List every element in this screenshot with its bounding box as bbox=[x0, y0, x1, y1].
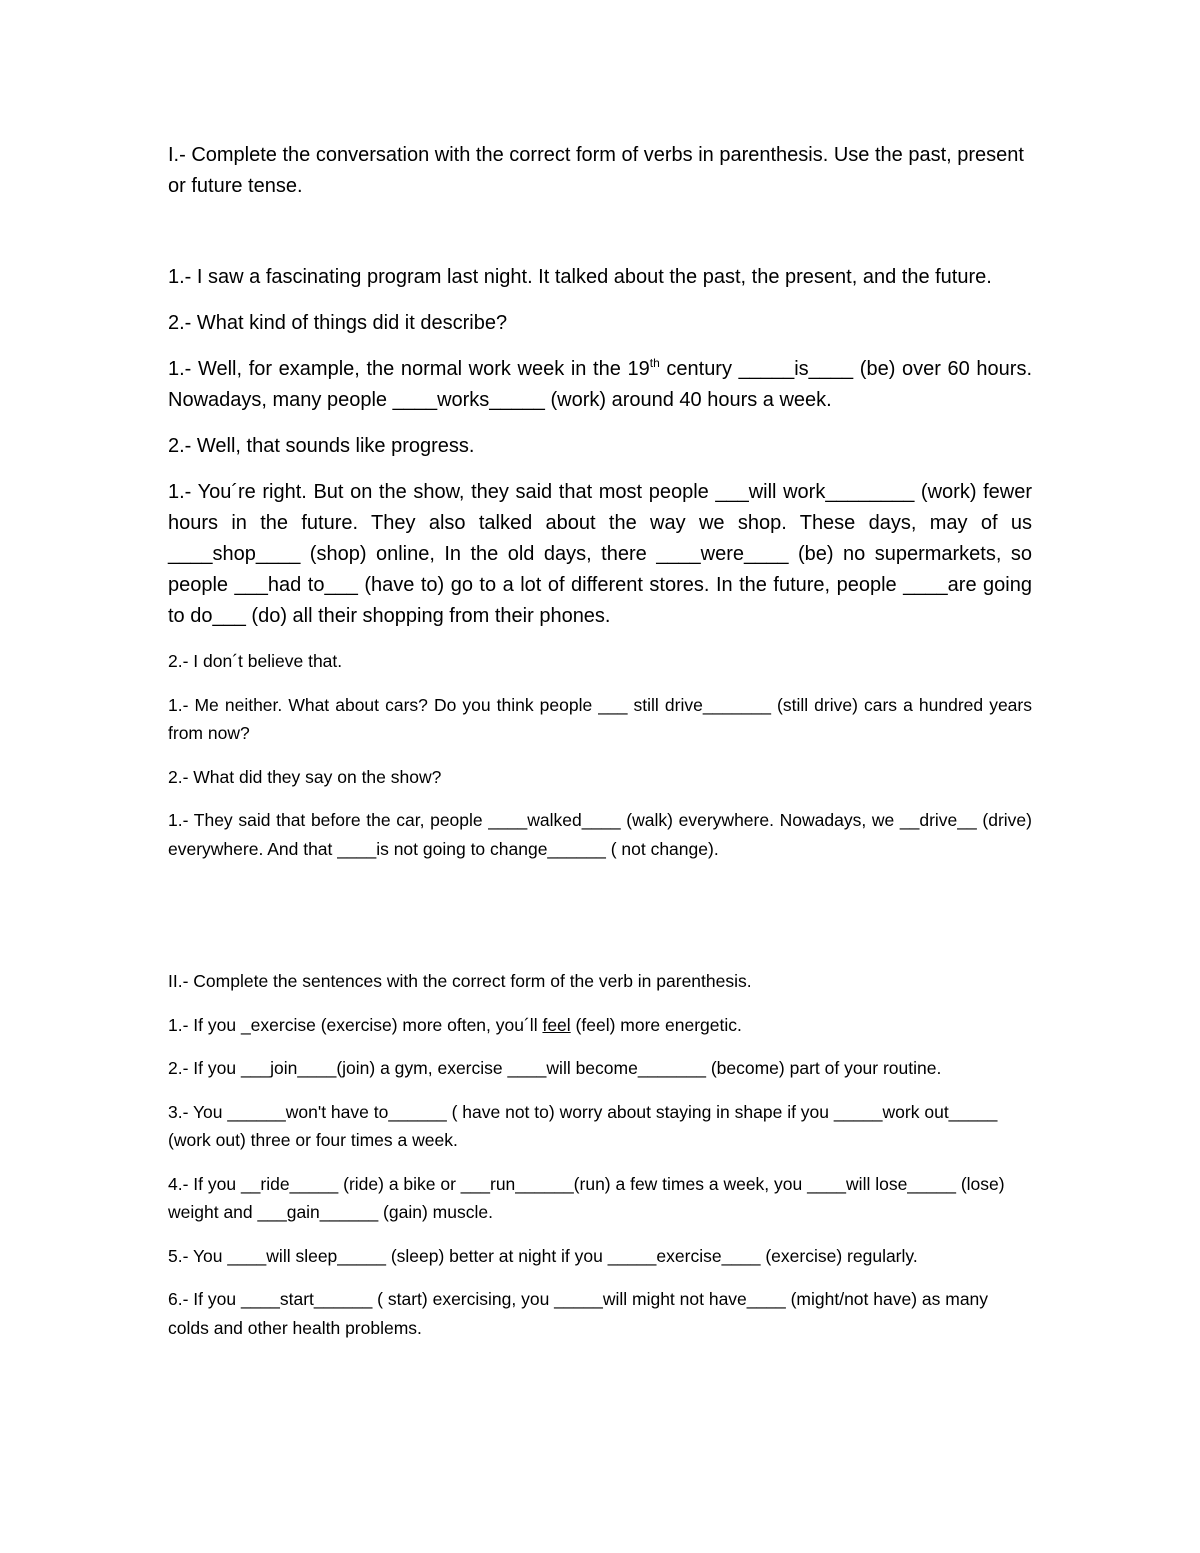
conversation-line: 1.- You´re right. But on the show, they said that most people ___will work________ (work) fewer hours in the future. They also talked about the way we shop. These days, may of us ____shop____ (shop) online, In the old days, there ____were____ (be) no supermarkets, so people ___had to___ (have to) go to a lot of different stores. In the future, people ____are going to do___ (do) all their shopping from their phones. bbox=[168, 481, 1032, 627]
exercise-sentence: 4.- If you __ride_____ (ride) a bike or ___run______(run) a few times a week, you ____will lose_____ (lose) weight and ___gain______ (gain) muscle. bbox=[168, 1173, 1005, 1222]
sentence-text: 1.- If you _exercise (exercise) more often, you´ll bbox=[168, 1014, 543, 1035]
underlined-answer: feel bbox=[542, 1014, 571, 1035]
conversation-line: 1.- I saw a fascinating program last night. It talked about the past, the present, and the future. bbox=[168, 266, 992, 288]
conversation-line: 1.- Me neither. What about cars? Do you think people ___ still drive_______ (still drive) cars a hundred years from now? bbox=[168, 694, 1032, 743]
exercise-sentence: 3.- You ______won't have to______ ( have not to) worry about staying in shape if you _____work out_____ (work out) three or four times a week. bbox=[168, 1101, 998, 1150]
conversation-line: 1.- They said that before the car, people ____walked____ (walk) everywhere. Nowadays, we __drive__ (drive) everywhere. And that ____is not going to change______ ( not change). bbox=[168, 810, 1032, 859]
conversation-line: 2.- I don´t believe that. bbox=[168, 651, 343, 671]
ordinal-suffix: th bbox=[649, 356, 660, 370]
section-2-instructions: II.- Complete the sentences with the correct form of the verb in parenthesis. bbox=[168, 971, 752, 991]
conversation-line bbox=[168, 354, 1032, 416]
conversation-line: 2.- What kind of things did it describe? bbox=[168, 312, 508, 334]
sentence-text: (feel) more energetic. bbox=[570, 1014, 742, 1035]
exercise-sentence bbox=[168, 1011, 1032, 1040]
conversation-line: 2.- Well, that sounds like progress. bbox=[168, 435, 475, 457]
conversation-text: century _____is____ (be) over 60 hours. Nowadays, many people ____works_____ (work) around 40 hours a week. bbox=[168, 358, 1032, 411]
section-1-instructions: I.- Complete the conversation with the correct form of verbs in parenthesis. Use the past, present or future tense. bbox=[168, 144, 1024, 197]
exercise-sentence: 5.- You ____will sleep_____ (sleep) better at night if you _____exercise____ (exercise) regularly. bbox=[168, 1245, 918, 1266]
exercise-sentence: 2.- If you ___join____(join) a gym, exercise ____will become_______ (become) part of your routine. bbox=[168, 1058, 942, 1078]
document-content bbox=[168, 140, 1032, 1342]
conversation-text: 1.- Well, for example, the normal work week in the 19 bbox=[168, 358, 650, 380]
conversation-line: 2.- What did they say on the show? bbox=[168, 766, 442, 787]
exercise-sentence: 6.- If you ____start______ ( start) exercising, you _____will might not have____ (might/not have) as many colds and other health problems. bbox=[168, 1289, 989, 1338]
